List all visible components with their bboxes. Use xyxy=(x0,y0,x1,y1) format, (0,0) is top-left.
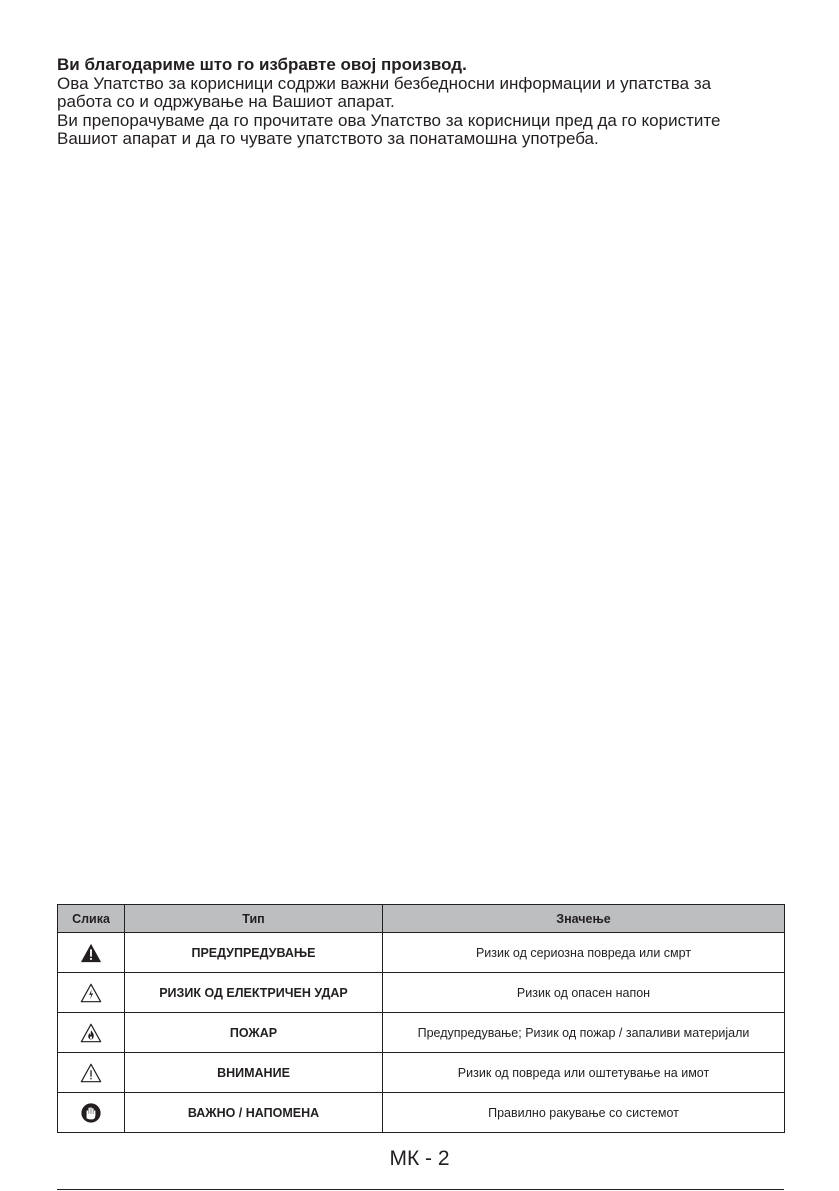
table-header-row xyxy=(58,905,785,933)
table-row xyxy=(58,933,785,973)
meaning-cell: Ризик од опасен напон xyxy=(383,973,785,1013)
electric-shock-icon xyxy=(80,982,102,1004)
intro-line-3: Ви препорачуваме да го прочитате ова Упатство за корисници пред да го користите xyxy=(57,110,721,130)
icon-cell xyxy=(58,1093,125,1133)
type-cell: ПОЖАР xyxy=(125,1013,383,1053)
type-cell: ВНИМАНИЕ xyxy=(125,1053,383,1093)
header-meaning: Значење xyxy=(383,905,785,933)
header-type: Тип xyxy=(125,905,383,933)
meaning-cell: Ризик од повреда или оштетување на имот xyxy=(383,1053,785,1093)
symbols-table xyxy=(57,904,785,1133)
icon-cell xyxy=(58,973,125,1013)
type-cell: ПРЕДУПРЕДУВАЊЕ xyxy=(125,933,383,973)
intro-line-2: работа со и одржување на Вашиот апарат. xyxy=(57,92,395,111)
icon-cell xyxy=(58,1013,125,1053)
type-cell: РИЗИК ОД ЕЛЕКТРИЧЕН УДАР xyxy=(125,973,383,1013)
warning-filled-icon xyxy=(80,942,102,964)
fire-icon xyxy=(80,1022,102,1044)
meaning-cell: Ризик од сериозна повреда или смрт xyxy=(383,933,785,973)
intro-text xyxy=(57,56,787,149)
caution-icon xyxy=(80,1062,102,1084)
header-image: Слика xyxy=(58,905,125,933)
icon-cell xyxy=(58,1053,125,1093)
type-cell: ВАЖНО / НАПОМЕНА xyxy=(125,1093,383,1133)
meaning-cell: Правилно ракување со системот xyxy=(383,1093,785,1133)
intro-title: Ви благодариме што го избравте овој производ. xyxy=(57,55,467,74)
meaning-cell: Предупредување; Ризик од пожар / запаливи материјали xyxy=(383,1013,785,1053)
stop-hand-icon xyxy=(80,1102,102,1124)
table-row xyxy=(58,1093,785,1133)
intro-line-4: Вашиот апарат и да го чувате упатството за понатамошна употреба. xyxy=(57,129,599,148)
page-number: МК - 2 xyxy=(389,1147,450,1170)
table-row xyxy=(58,973,785,1013)
table-row xyxy=(58,1013,785,1053)
icon-cell xyxy=(58,933,125,973)
intro-line-1: Ова Упатство за корисници содржи важни безбедносни информации и упатства за xyxy=(57,73,712,93)
footer-divider xyxy=(57,1189,784,1190)
table-row xyxy=(58,1053,785,1093)
